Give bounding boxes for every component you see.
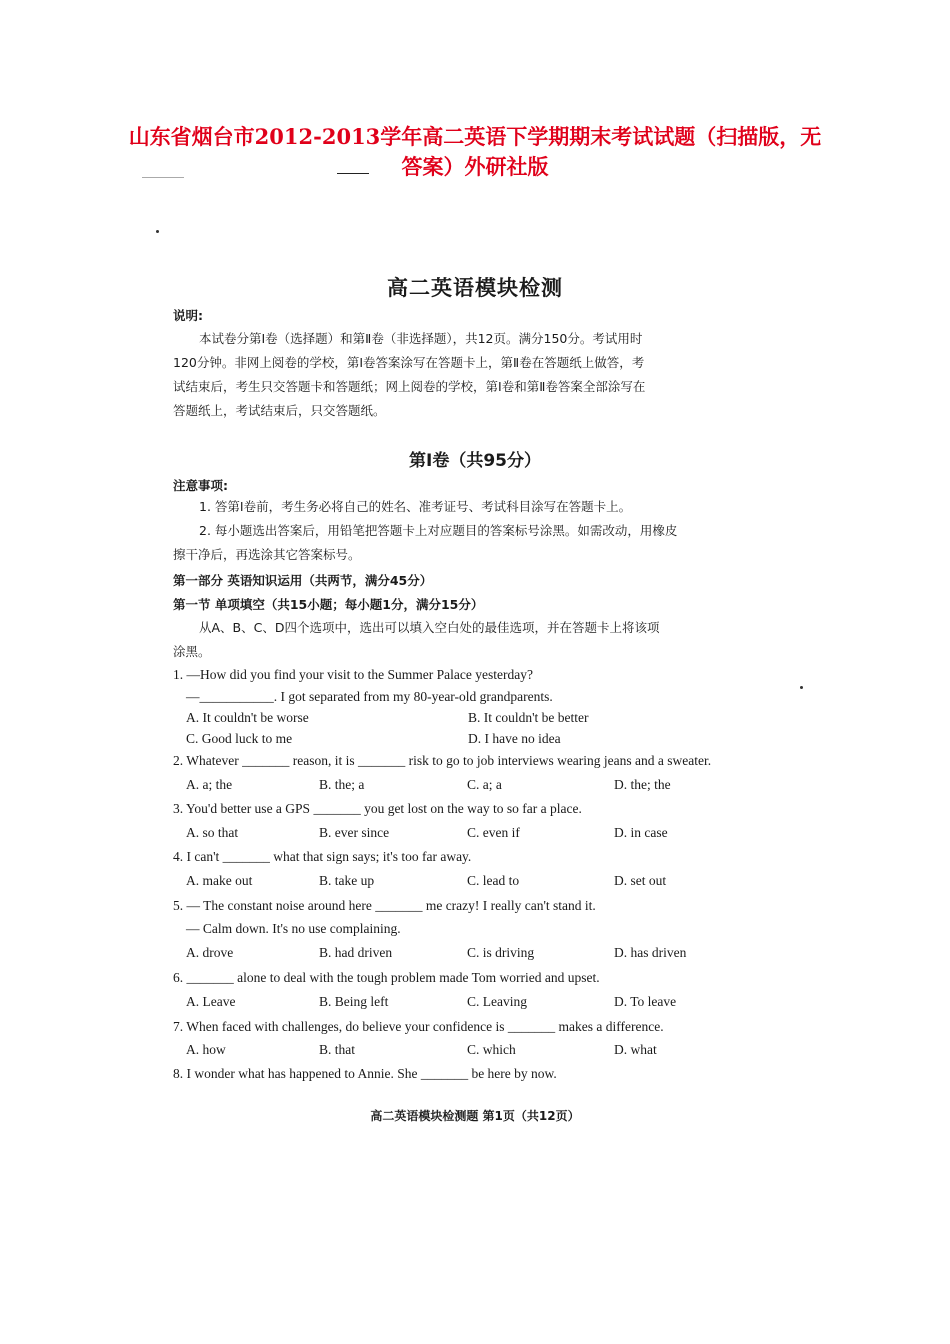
notice-line: 擦干净后，再选涂其它答案标号。	[173, 547, 361, 562]
question-3-stem: 3. You'd better use a GPS _______ you get lost on the way to so far a place.	[173, 801, 582, 816]
part-title: 第一部分 英语知识运用（共两节，满分45分）	[173, 573, 433, 588]
exam-title: 高二英语模块检测	[387, 276, 563, 300]
notice-paragraph	[173, 495, 741, 567]
option-b: B. ever since	[319, 825, 390, 840]
subsection-title: 第一节 单项填空（共15小题；每小题1分，满分15分）	[173, 597, 484, 612]
note-line: 试结束后，考生只交答题卡和答题纸；网上阅卷的学校，第Ⅰ卷和第Ⅱ卷答案全部涂写在	[173, 379, 646, 394]
note-line: 本试卷分第Ⅰ卷（选择题）和第Ⅱ卷（非选择题），共12页。满分150分。考试用时	[199, 331, 643, 346]
option-c: C. Leaving	[467, 994, 527, 1009]
question-1-stem: 1. —How did you find your visit to the Summer Palace yesterday?	[173, 667, 533, 682]
question-4-stem: 4. I can't _______ what that sign says; it's too far away.	[173, 849, 472, 864]
option-d: D. set out	[614, 873, 667, 888]
question-1-stem-reply: —___________. I got separated from my 80-year-old grandparents.	[186, 689, 553, 704]
option-a: A. Leave	[186, 994, 236, 1009]
question-5-stem-reply: — Calm down. It's no use complaining.	[186, 921, 401, 936]
option-a: A. how	[186, 1042, 226, 1057]
option-d: D. what	[614, 1042, 657, 1057]
scan-artifact-line	[337, 173, 369, 174]
note-label: 说明:	[173, 308, 203, 323]
option-c: C. a; a	[467, 777, 502, 792]
header-title-line-2: 答案）外研社版	[401, 154, 549, 179]
option-d: D. in case	[614, 825, 668, 840]
question-2-stem: 2. Whatever _______ reason, it is _______ risk to go to job interviews wearing jeans and a sweater.	[173, 753, 712, 768]
note-line: 120分钟。非网上阅卷的学校，第Ⅰ卷答案涂写在答题卡上，第Ⅱ卷在答题纸上做答，考	[173, 355, 645, 370]
option-c: C. is driving	[467, 945, 535, 960]
option-c: C. lead to	[467, 873, 520, 888]
option-b: B. had driven	[319, 945, 393, 960]
notice-line: 1. 答第Ⅰ卷前，考生务必将自己的姓名、准考证号、考试科目涂写在答题卡上。	[199, 499, 632, 514]
section-title: 第Ⅰ卷（共95分）	[409, 451, 541, 471]
option-d: D. has driven	[614, 945, 687, 960]
notice-line: 2. 每小题选出答案后，用铅笔把答题卡上对应题目的答案标号涂黑。如需改动，用橡皮	[199, 523, 678, 538]
option-b: B. take up	[319, 873, 375, 888]
option-b: B. Being left	[319, 994, 389, 1009]
option-a: A. drove	[186, 945, 234, 960]
option-a: A. a; the	[186, 777, 233, 792]
option-c: C. which	[467, 1042, 516, 1057]
scan-artifact-dot	[156, 230, 159, 233]
option-a: A. It couldn't be worse	[186, 710, 309, 725]
option-c: C. even if	[467, 825, 520, 840]
instructions-paragraph	[173, 616, 741, 664]
note-line: 答题纸上，考试结束后，只交答题纸。	[173, 403, 386, 418]
option-a: A. make out	[186, 873, 253, 888]
question-5-stem: 5. — The constant noise around here _______ me crazy! I really can't stand it.	[173, 898, 596, 913]
option-b: B. the; a	[319, 777, 365, 792]
option-d: D. I have no idea	[468, 731, 561, 746]
option-b: B. that	[319, 1042, 355, 1057]
option-d: D. the; the	[614, 777, 671, 792]
instructions-line: 从A、B、C、D四个选项中，选出可以填入空白处的最佳选项，并在答题卡上将该项	[199, 620, 660, 635]
document-header-title	[90, 122, 860, 182]
scan-artifact-line	[142, 177, 184, 178]
notice-label: 注意事项:	[173, 478, 228, 493]
question-8-stem: 8. I wonder what has happened to Annie. She _______ be here by now.	[173, 1066, 557, 1081]
option-a: A. so that	[186, 825, 239, 840]
header-title-line-1: 山东省烟台市2012-2013学年高二英语下学期期末考试试题（扫描版，无	[128, 124, 822, 149]
scan-artifact-dot	[800, 686, 803, 689]
note-paragraph	[173, 327, 741, 423]
instructions-line: 涂黑。	[173, 644, 211, 659]
option-c: C. Good luck to me	[186, 731, 293, 746]
question-6-stem: 6. _______ alone to deal with the tough problem made Tom worried and upset.	[173, 970, 600, 985]
question-7-stem: 7. When faced with challenges, do believe your confidence is _______ makes a difference.	[173, 1019, 664, 1034]
option-d: D. To leave	[614, 994, 677, 1009]
page-footer: 高二英语模块检测题 第1页（共12页）	[370, 1109, 580, 1123]
option-b: B. It couldn't be better	[468, 710, 589, 725]
